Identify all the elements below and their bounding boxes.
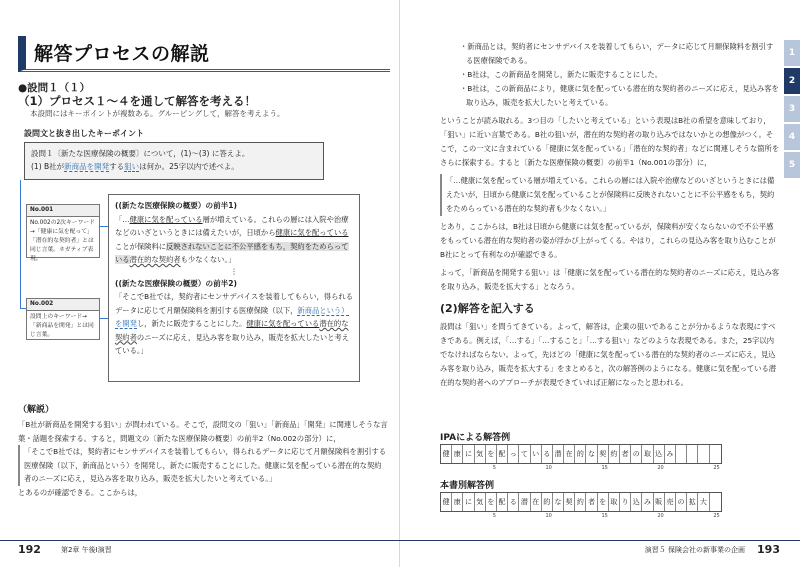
paragraph: ということが読み取れる。3つ目の「したいと考えている」という表現はB社の希望を意味しており，「狙い」に近い言葉である。B社の狙いが，潜在的な契約者の取り込みではないかとの想像がつく。そこで，この一文に含まれている「健康に気を配っている」「潜在的な契約者」などに関連しそうな箇所をさらに探索する。すると〔新たな医療保険の概要〕の前半1（No.001の部分）に， bbox=[440, 116, 780, 167]
answer-cell: 康 bbox=[452, 445, 463, 463]
scale-tick bbox=[664, 465, 675, 471]
ipa-answer-grid bbox=[440, 444, 722, 464]
answer-cell: 取 bbox=[609, 493, 620, 511]
answer-cell: 配 bbox=[497, 445, 508, 463]
scale-tick bbox=[552, 513, 563, 519]
answer-cell: 気 bbox=[475, 445, 486, 463]
keypoint-heading: 設問文と抜き出したキーポイント bbox=[24, 129, 144, 138]
side-note-001: No.001 No.002の2次キーワード→「健康に気を配って」「潜在的な契約者」とは同じ言葉。ネガティブ表現。 bbox=[26, 204, 100, 258]
scale-tick bbox=[563, 465, 574, 471]
scale-tick: 25 bbox=[713, 513, 720, 519]
scale-tick: 10 bbox=[545, 513, 552, 519]
scale-tick bbox=[608, 513, 619, 519]
excerpt-heading-2: ((新たな医療保険の概要）の前半2) bbox=[115, 278, 238, 288]
scale-tick bbox=[585, 513, 596, 519]
chapter-tab-3[interactable]: 3 bbox=[784, 96, 800, 122]
answer-cell: る bbox=[542, 445, 553, 463]
excerpt-frame bbox=[108, 194, 360, 382]
answer-cell: 契 bbox=[598, 445, 609, 463]
explanation-body bbox=[18, 418, 388, 499]
paragraph: よって，「新商品を開発する狙い」は「健康に気を配っている潜在的な契約者のニーズに応え，見込み客を取り込み，販売を拡大する」となろう。 bbox=[440, 268, 780, 291]
scale-tick bbox=[530, 465, 541, 471]
answer-cell: 契 bbox=[564, 493, 575, 511]
answer-cell: の bbox=[631, 445, 642, 463]
answer-cell: に bbox=[463, 493, 474, 511]
intro-text: 本設問にはキーポイントが複数ある。グルーピングして，解答を考えよう。 bbox=[30, 109, 285, 118]
connector-line bbox=[20, 180, 21, 308]
chapter-tab-4[interactable]: 4 bbox=[784, 124, 800, 150]
scale-tick bbox=[686, 513, 697, 519]
answer-cell: 的 bbox=[575, 445, 586, 463]
answer-cell: 健 bbox=[441, 445, 452, 463]
book-answer-grid bbox=[440, 492, 722, 512]
scale-tick: 20 bbox=[657, 513, 664, 519]
answer-cell: て bbox=[519, 445, 530, 463]
scale-tick bbox=[552, 465, 563, 471]
side-note-002: No.002 設問上のキーワード→「新商品を開発」とは同じ言葉。 bbox=[26, 298, 100, 340]
ipa-answer-title: IPAによる解答例 bbox=[440, 433, 511, 443]
answer-cell: 者 bbox=[620, 445, 631, 463]
answer-cell: 健 bbox=[441, 493, 452, 511]
scale-tick: 15 bbox=[601, 465, 608, 471]
answer-cell: 込 bbox=[654, 445, 665, 463]
chapter-label: 第2章 午後Ⅰ演習 bbox=[60, 545, 112, 554]
excerpt-heading-1: ((新たな医療保険の概要）の前半1) bbox=[115, 201, 238, 210]
answer-cell: 約 bbox=[609, 445, 620, 463]
scale-tick bbox=[474, 465, 485, 471]
question-line-1: 設問１〔新たな医療保険の概要〕について，(1)～(3) に答えよ。 bbox=[31, 149, 250, 158]
scale-tick bbox=[451, 513, 462, 519]
chapter-label: 演習５ 保険会社の新事業の企画 bbox=[644, 545, 746, 554]
scale-tick bbox=[585, 465, 596, 471]
answer-cell: る bbox=[508, 493, 519, 511]
bullet-item: ・B社は，この新商品を開発し，新たに販売することにした。 bbox=[460, 70, 663, 79]
answer-cell: り bbox=[620, 493, 631, 511]
answer-cell: 在 bbox=[564, 445, 575, 463]
keyword-aim: 狙い bbox=[124, 162, 140, 171]
answer-cell: 康 bbox=[452, 493, 463, 511]
scale-tick bbox=[440, 513, 451, 519]
scale-tick bbox=[630, 513, 641, 519]
answer-cell: 拡 bbox=[687, 493, 698, 511]
section-heading: (2)解答を記入する bbox=[440, 302, 535, 315]
scale-tick bbox=[697, 513, 708, 519]
explanation-heading: （解説） bbox=[18, 405, 55, 415]
scale-tick: 5 bbox=[492, 465, 496, 471]
page-number: 192 bbox=[18, 543, 41, 556]
paragraph: 設問は「狙い」を問うてきている。よって，解答は，企業の狙いであることが分かるような表現にすべきである。例えば，「…する」「…すること」「…する狙い」などのような表現である。また，25字以内でなければならない。よって，先ほどの「健康に気を配っている潜在的な契約者のニーズに応え，見込み客を取り込み，販売を拡大する」をまとめると，次の解答例のようになる。健康に気を配っている潜在的な契約者へのアプローチが表現できていれば正解になったと思われる。 bbox=[440, 322, 777, 387]
answer-cell: っ bbox=[508, 445, 519, 463]
answer-cell bbox=[676, 445, 687, 463]
answer-cell: み bbox=[642, 493, 653, 511]
left-footer bbox=[0, 540, 400, 558]
scale-tick bbox=[664, 513, 675, 519]
answer-cell: な bbox=[586, 445, 597, 463]
answer-cell: に bbox=[463, 445, 474, 463]
scale-tick bbox=[574, 513, 585, 519]
quoted-text: 「…健康に気を配っている層が増えている。これらの層には入院や治療などのいざというときには備えたいが，日頃から健康に気を配っていることが保険料に反映されないことに不公平感をもち，契約をためらっている潜在的な契約者も少なくない。」 bbox=[440, 174, 780, 216]
scale-tick bbox=[563, 513, 574, 519]
scale-tick bbox=[697, 465, 708, 471]
bullet-item: ・B社は，この新商品により，健康に気を配っている潜在的な契約者のニーズに応え，見込み客を取り込み，販売を拡大したいと考えている。 bbox=[460, 84, 779, 107]
right-body bbox=[440, 40, 780, 390]
answer-cell: 取 bbox=[642, 445, 653, 463]
answer-cell: み bbox=[665, 445, 676, 463]
quoted-text: 「そこでB社では，契約者にセンサデバイスを装着してもらい，得られるデータに応じて月額保険料を割引する医療保険（以下，新商品という）を開発し，新たに販売することにした。健康に気を配っている潜在的な契約者のニーズに応え，見込み客を取り込み，販売を拡大したいと考えている。」 bbox=[18, 445, 388, 486]
book-grid-scale bbox=[440, 513, 720, 519]
answer-cell: 的 bbox=[542, 493, 553, 511]
answer-cell: 約 bbox=[575, 493, 586, 511]
ellipsis: ⋮ bbox=[230, 266, 238, 276]
question-box bbox=[24, 142, 324, 180]
scale-tick bbox=[619, 465, 630, 471]
scale-tick bbox=[474, 513, 485, 519]
scale-tick: 25 bbox=[713, 465, 720, 471]
keyword-new-product: 新商品を開発 bbox=[64, 162, 110, 171]
scale-tick bbox=[462, 465, 473, 471]
scale-tick bbox=[462, 513, 473, 519]
scale-tick bbox=[507, 465, 518, 471]
question-line-2: (1) B社が新商品を開発する狙いは何か。25字以内で述べよ。 bbox=[31, 162, 239, 171]
scale-tick bbox=[496, 513, 507, 519]
scale-tick bbox=[440, 465, 451, 471]
answer-cell bbox=[698, 445, 709, 463]
scale-tick bbox=[530, 513, 541, 519]
excerpt-paragraph-1: 「…健康に気を配っている層が増えている。これらの層には入院や治療などのいざというときには備えたいが，日頃から健康に気を配っていることが保険料に反映されないことに不公平感をもち，契約をためらっている潜在的な契約者も少なくない。」 bbox=[115, 214, 349, 264]
scale-tick bbox=[675, 513, 686, 519]
scale-tick bbox=[518, 465, 529, 471]
answer-cell: を bbox=[486, 493, 497, 511]
connector-line bbox=[100, 226, 108, 227]
chapter-tab-5[interactable]: 5 bbox=[784, 152, 800, 178]
scale-tick bbox=[451, 465, 462, 471]
scale-tick bbox=[608, 465, 619, 471]
answer-cell: 者 bbox=[586, 493, 597, 511]
answer-cell: な bbox=[553, 493, 564, 511]
process-heading: （1）プロセス１～４を通して解答を考える！ bbox=[18, 94, 256, 108]
paragraph: 「B社が新商品を開発する狙い」が問われている。そこで，設問文の「狙い」「新商品」「開発」に関連しそうな言葉・話題を探索する。すると，問題文の〔新たな医療保険の概要〕の前半2（No.002の部分）に， bbox=[18, 420, 388, 443]
paragraph: とあるのが確認できる。ここからは， bbox=[18, 487, 143, 497]
excerpt-paragraph-2: 「そこでB社では，契約者にセンサデバイスを装着してもらい，得られるデータに応じて月額保険料を割引する医療保険（以下，新商品という）を開発し，新たに販売することにした。健康に気を配っている潜在的な契約者のニーズに応え，見込み客を取り込み，販売を拡大したいと考えている。」 bbox=[115, 292, 353, 355]
answer-cell bbox=[710, 493, 721, 511]
answer-cell: 配 bbox=[497, 493, 508, 511]
answer-cell: 潜 bbox=[553, 445, 564, 463]
answer-cell: の bbox=[676, 493, 687, 511]
chapter-tab-2[interactable]: 2 bbox=[784, 68, 800, 94]
scale-tick bbox=[675, 465, 686, 471]
answer-cell: 売 bbox=[665, 493, 676, 511]
answer-cell: を bbox=[486, 445, 497, 463]
chapter-tab-1[interactable]: 1 bbox=[784, 40, 800, 66]
answer-cell: 在 bbox=[531, 493, 542, 511]
scale-tick: 10 bbox=[545, 465, 552, 471]
scale-tick: 20 bbox=[657, 465, 664, 471]
scale-tick bbox=[619, 513, 630, 519]
scale-tick bbox=[686, 465, 697, 471]
scale-tick bbox=[507, 513, 518, 519]
scale-tick bbox=[641, 513, 652, 519]
scale-tick bbox=[496, 465, 507, 471]
scale-tick: 15 bbox=[601, 513, 608, 519]
ipa-grid-scale bbox=[440, 465, 720, 471]
question-heading: ●設問１（１） bbox=[18, 82, 91, 94]
answer-cell: 大 bbox=[698, 493, 709, 511]
section-title: 解答プロセスの解説 bbox=[34, 43, 210, 65]
answer-cell: 気 bbox=[475, 493, 486, 511]
answer-cell bbox=[710, 445, 721, 463]
scale-tick bbox=[574, 465, 585, 471]
bullet-item: ・新商品とは，契約者にセンサデバイスを装着してもらい，データに応じて月額保険料を割引する医療保険である。 bbox=[460, 42, 774, 65]
answer-cell bbox=[687, 445, 698, 463]
chapter-tabs bbox=[784, 40, 800, 178]
right-footer bbox=[400, 540, 800, 558]
answer-cell: 込 bbox=[631, 493, 642, 511]
scale-tick: 5 bbox=[492, 513, 496, 519]
scale-tick bbox=[518, 513, 529, 519]
answer-cell: を bbox=[598, 493, 609, 511]
answer-cell: い bbox=[531, 445, 542, 463]
answer-cell: 潜 bbox=[519, 493, 530, 511]
paragraph: とあり，ここからは，B社は日頃から健康には気を配っているが，保険料が安くならないので不公平感をもっている潜在的な契約者の姿が浮かび上がってくる。やはり，これらの見込み客を取り込むことがB社にとって有利なのが確認できる。 bbox=[440, 222, 776, 259]
page-number: 193 bbox=[757, 543, 780, 556]
scale-tick bbox=[630, 465, 641, 471]
scale-tick bbox=[641, 465, 652, 471]
answer-cell: 販 bbox=[654, 493, 665, 511]
book-answer-title: 本書別解答例 bbox=[440, 481, 495, 491]
connector-line bbox=[100, 318, 108, 319]
section-title-bar bbox=[18, 36, 390, 72]
